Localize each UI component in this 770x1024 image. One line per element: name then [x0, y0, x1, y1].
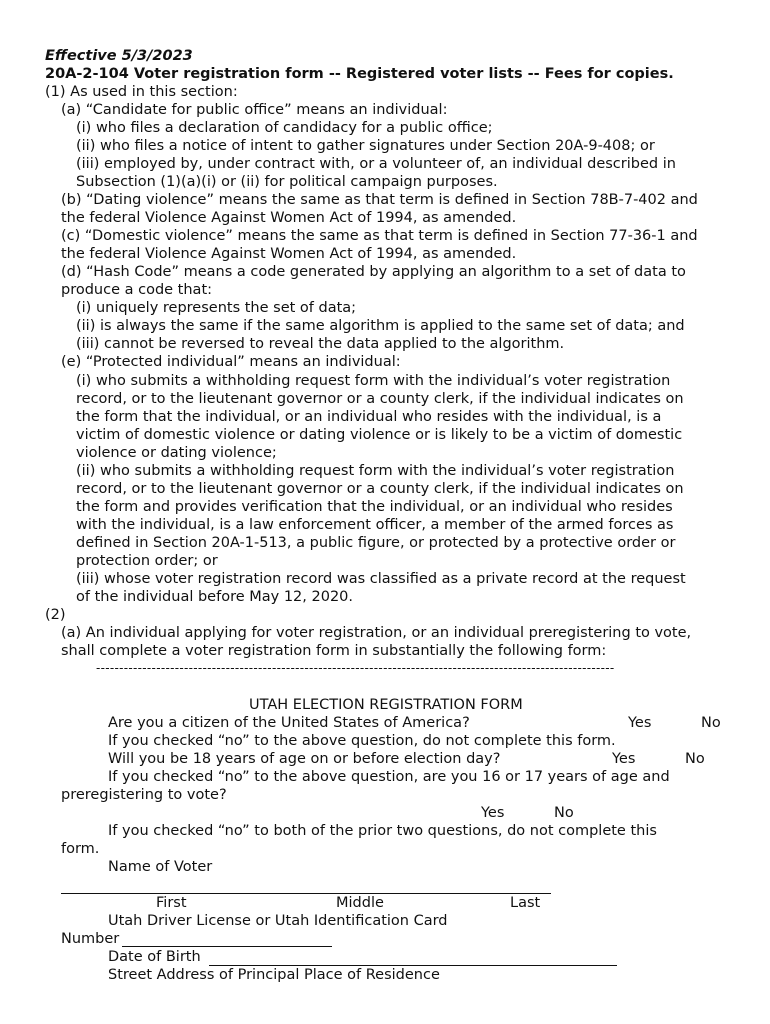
citizen-no-option[interactable]: No	[701, 715, 721, 731]
body-line: (i) who submits a withholding request form with the individual’s voter registration	[76, 373, 671, 389]
body-line: with the individual, is a law enforcement officer, a member of the armed forces as	[76, 517, 674, 533]
body-line: (1) As used in this section:	[45, 84, 238, 100]
citizen-question: Are you a citizen of the United States of America?	[108, 715, 470, 731]
body-line: (iii) employed by, under contract with, or a volunteer of, an individual described in	[76, 156, 676, 172]
citizen-note: If you checked “no” to the above question, do not complete this form.	[108, 733, 616, 749]
body-line: (i) who files a declaration of candidacy for a public office;	[76, 120, 493, 136]
form-title: UTAH ELECTION REGISTRATION FORM	[249, 697, 523, 713]
body-line: (ii) is always the same if the same algorithm is applied to the same set of data; and	[76, 318, 685, 334]
street-address-label: Street Address of Principal Place of Residence	[108, 967, 440, 983]
body-line: defined in Section 20A-1-513, a public figure, or protected by a protective order or	[76, 535, 676, 551]
body-line: the form and provides verification that the individual, or an individual who resides	[76, 499, 673, 515]
middle-name-label: Middle	[336, 895, 384, 911]
name-of-voter-label: Name of Voter	[108, 859, 213, 875]
citizen-yes-option[interactable]: Yes	[628, 715, 652, 731]
first-name-label: First	[156, 895, 187, 911]
body-line: (d) “Hash Code” means a code generated by applying an algorithm to a set of data to	[61, 264, 686, 280]
body-line: violence or dating violence;	[76, 445, 277, 461]
prereg-question-line1: If you checked “no” to the above question, are you 16 or 17 years of age and	[108, 769, 670, 785]
prereg-no-option[interactable]: No	[554, 805, 574, 821]
body-line: (iii) whose voter registration record was classified as a private record at the request	[76, 571, 686, 587]
body-line: (c) “Domestic violence” means the same as that term is defined in Section 77-36-1 and	[61, 228, 698, 244]
body-line: protection order; or	[76, 553, 218, 569]
effective-date: Effective 5/3/2023	[45, 48, 193, 64]
prereg-question-line2: preregistering to vote?	[61, 787, 227, 803]
age-question: Will you be 18 years of age on or before election day?	[108, 751, 501, 767]
license-label-line1: Utah Driver License or Utah Identification Card	[108, 913, 448, 929]
body-line: (ii) who files a notice of intent to gather signatures under Section 20A-9-408; or	[76, 138, 655, 154]
body-line: produce a code that:	[61, 282, 213, 298]
body-line: (a) An individual applying for voter registration, or an individual preregistering to vote,	[61, 625, 692, 641]
body-line: (iii) cannot be reversed to reveal the data applied to the algorithm.	[76, 336, 565, 352]
body-line: of the individual before May 12, 2020.	[76, 589, 354, 605]
body-line: the federal Violence Against Women Act of 1994, as amended.	[61, 246, 517, 262]
age-yes-option[interactable]: Yes	[612, 751, 636, 767]
body-line: (b) “Dating violence” means the same as that term is defined in Section 78B-7-402 and	[61, 192, 698, 208]
body-line: record, or to the lieutenant governor or a county clerk, if the individual indicates on	[76, 481, 684, 497]
body-line: record, or to the lieutenant governor or a county clerk, if the individual indicates on	[76, 391, 684, 407]
both-no-note-line1: If you checked “no” to both of the prior two questions, do not complete this	[108, 823, 657, 839]
section-title: 20A-2-104 Voter registration form -- Registered voter lists -- Fees for copies.	[45, 66, 674, 82]
license-label-line2: Number	[61, 931, 120, 947]
body-line: the federal Violence Against Women Act of 1994, as amended.	[61, 210, 517, 226]
voter-name-line[interactable]	[61, 893, 551, 894]
body-line: the form that the individual, or an individual who resides with the individual, is a	[76, 409, 662, 425]
license-number-line[interactable]	[122, 946, 332, 947]
body-line: Subsection (1)(a)(i) or (ii) for political campaign purposes.	[76, 174, 498, 190]
body-line: (i) uniquely represents the set of data;	[76, 300, 357, 316]
age-no-option[interactable]: No	[685, 751, 705, 767]
both-no-note-line2: form.	[61, 841, 100, 857]
body-line: shall complete a voter registration form in substantially the following form:	[61, 643, 607, 659]
body-line: victim of domestic violence or dating violence or is likely to be a victim of domestic	[76, 427, 683, 443]
body-line: (e) “Protected individual” means an individual:	[61, 354, 401, 370]
dob-label: Date of Birth	[108, 949, 201, 965]
prereg-yes-option[interactable]: Yes	[481, 805, 505, 821]
body-line: (ii) who submits a withholding request form with the individual’s voter registration	[76, 463, 675, 479]
last-name-label: Last	[510, 895, 541, 911]
form-separator: ----------------------------------------------------------------------------------------------------------------	[96, 661, 615, 675]
body-line: (a) “Candidate for public office” means an individual:	[61, 102, 448, 118]
body-line: (2)	[45, 607, 66, 623]
